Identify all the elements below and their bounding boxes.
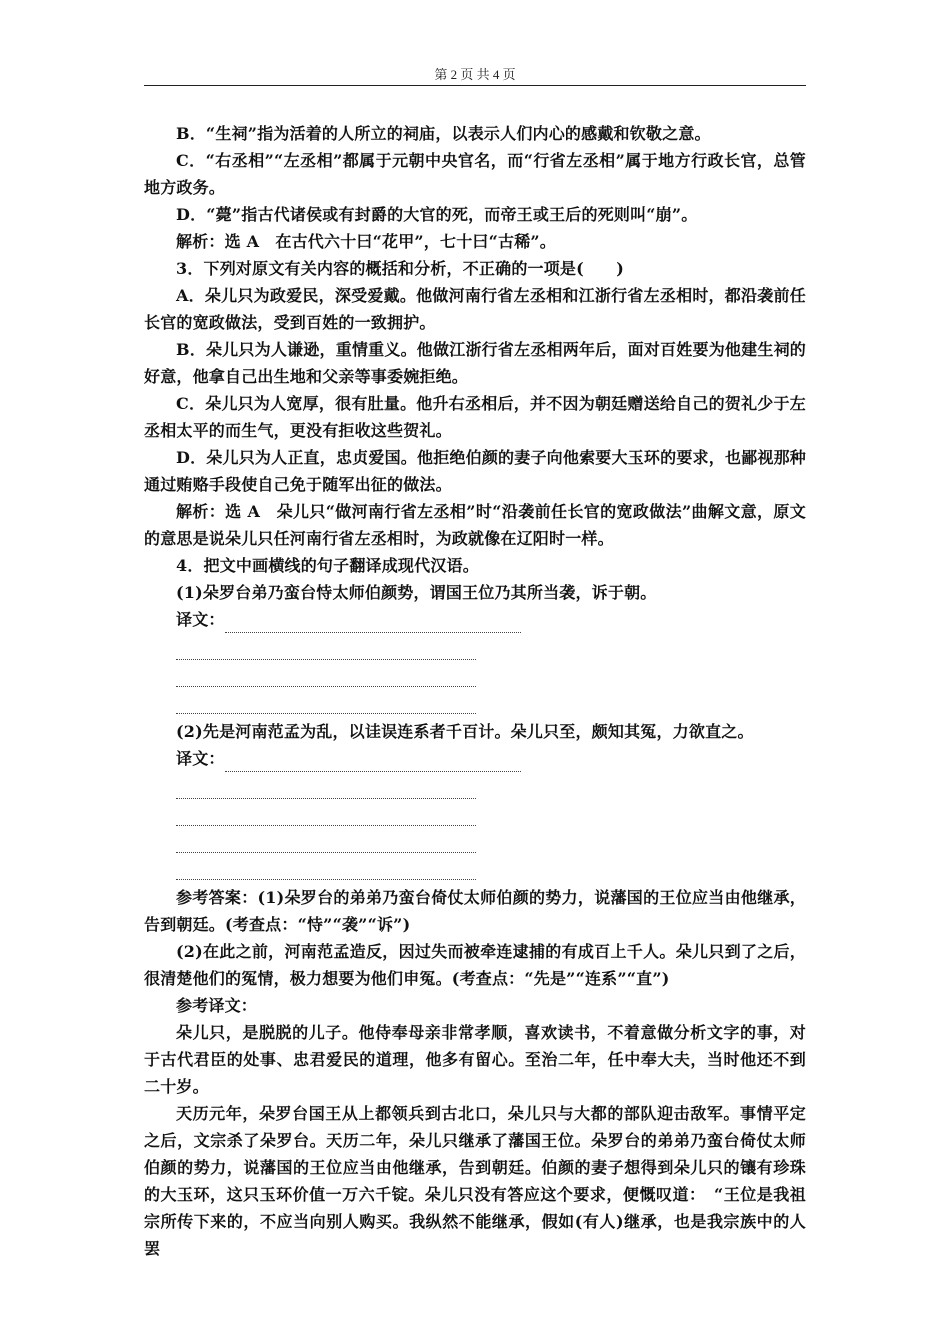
translation-answer-line-2[interactable] [144,745,806,772]
answer-blank[interactable] [176,660,476,687]
q3-option-a: A．朵儿只为政爱民，深受爱戴。他做河南行省左丞相和江浙行省左丞相时，都沿袭前任长官的宽政做法，受到百姓的一致拥护。 [144,286,806,332]
answer-blank[interactable] [176,772,476,799]
reference-answer-2: (2)在此之前，河南范孟造反，因过失而被牵连逮捕的有成百上千人。朵儿只到了之后，很清楚他们的冤情，极力想要为他们申冤。(考查点：“先是”“连系”“直”) [144,942,806,988]
q3-option-b: B．朵儿只为人谦逊，重情重义。他做江浙行省左丞相两年后，面对百姓要为他建生祠的好意，他拿自己出生地和父亲等事委婉拒绝。 [144,340,806,386]
answer-blank[interactable] [176,687,476,714]
question-4-stem: 4．把文中画横线的句子翻译成现代汉语。 [176,556,479,575]
option-d: D．“薨”指古代诸侯或有封爵的大官的死，而帝王或王后的死则叫“崩”。 [176,205,698,224]
option-b: B．“生祠”指为活着的人所立的祠庙，以表示人们内心的感戴和钦敬之意。 [176,124,711,143]
option-c: C．“右丞相”“左丞相”都属于元朝中央官名，而“行省左丞相”属于地方行政长官，总管地方政务。 [144,151,806,197]
translation-label: 译文： [176,610,225,629]
q4-sentence-1: (1)朵罗台弟乃蛮台恃太师伯颜势，谓国王位乃其所当袭，诉于朝。 [176,583,657,602]
analysis-label: 解析： [176,232,225,251]
answer-blank[interactable] [225,614,521,633]
document-content [144,120,806,1262]
translation-paragraph-1: 朵儿只，是脱脱的儿子。他侍奉母亲非常孝顺，喜欢读书，不着意做分析文字的事，对于古代君臣的处事、忠君爱民的道理，他多有留心。至治二年，任中奉大夫，当时他还不到二十岁。 [144,1023,806,1096]
question-3-stem: 3．下列对原文有关内容的概括和分析，不正确的一项是( ) [176,259,625,278]
q3-option-c: C．朵儿只为人宽厚，很有肚量。他升右丞相后，并不因为朝廷赠送给自己的贺礼少于左丞相太平的而生气，更没有拒收这些贺礼。 [144,394,806,440]
answer-blank[interactable] [176,826,476,853]
answer-text: (1)朵罗台的弟弟乃蛮台倚仗太师伯颜的势力，说藩国的王位应当由他继承，告到朝廷。(考查点：“恃”“袭”“诉”) [144,888,806,934]
q4-sentence-2: (2)先是河南范孟为乱，以诖误连系者千百计。朵儿只至，颇知其冤，力欲直之。 [176,722,754,741]
analysis-q2 [144,228,806,255]
answer-blank[interactable] [176,799,476,826]
analysis-q3 [144,498,806,552]
analysis-label: 解析： [176,502,226,521]
translation-paragraph-2: 天历元年，朵罗台国王从上都领兵到古北口，朵儿只与大都的部队迎击敌军。事情平定之后，文宗杀了朵罗台。天历二年，朵儿只继承了藩国王位。朵罗台的弟弟乃蛮台倚仗太师伯颜的势力，说藩国的王位应当由他继承，告到朝廷。伯颜的妻子想得到朵儿只的镶有珍珠的大玉环，这只玉环价值一万六千锭。朵儿只没有答应这个要求，便慨叹道： “王位是我祖宗所传下来的，不应当向别人购买。我纵然不能继承，假如(有人)继承，也是我宗族中的人罢 [144,1104,806,1258]
reference-answer-1 [144,884,806,938]
reference-translation-label: 参考译文： [176,996,258,1015]
analysis-text: 选 A 朵儿只“做河南行省左丞相”时“沿袭前任长官的宽政做法”曲解文意，原文的意思是说朵儿只任河南行省左丞相时，为政就像在辽阳时一样。 [144,502,806,548]
analysis-text: 选 A 在古代六十曰“花甲”，七十曰“古稀”。 [224,232,557,251]
answer-blank[interactable] [225,753,521,772]
translation-answer-line-1[interactable] [144,606,806,633]
answer-blank[interactable] [176,633,476,660]
page-header: 第 2 页 共 4 页 [434,67,516,82]
answer-blank[interactable] [176,853,476,880]
q3-option-d: D．朵儿只为人正直，忠贞爱国。他拒绝伯颜的妻子向他索要大玉环的要求，也鄙视那种通过贿赂手段使自己免于随军出征的做法。 [144,448,806,494]
reference-answer-label: 参考答案： [176,888,258,907]
translation-label: 译文： [176,749,225,768]
header-rule [144,85,806,86]
